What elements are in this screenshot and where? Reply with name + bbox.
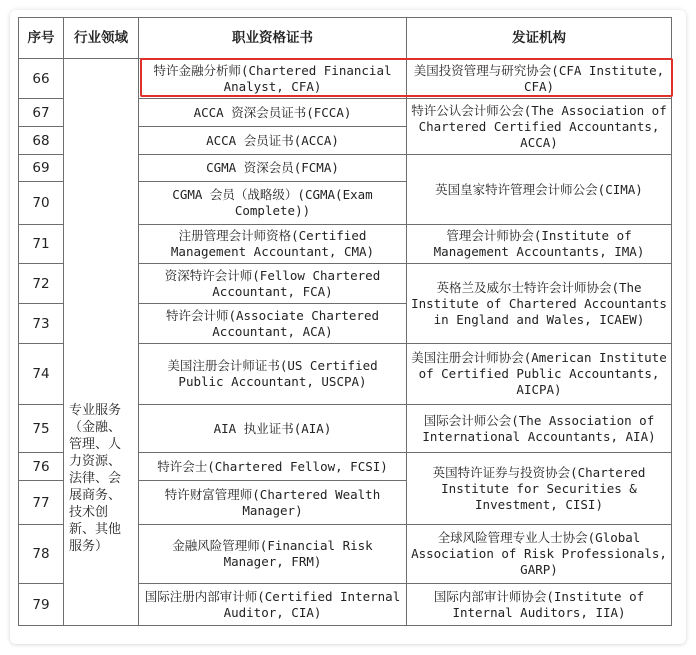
- table-row: [19, 59, 672, 99]
- certificate-cell: 美国注册会计师证书(US Certified Public Accountant, USCPA): [139, 344, 407, 405]
- certificate-cell: 特许财富管理师(Chartered Wealth Manager): [139, 481, 407, 525]
- certificate-cell: ACCA 会员证书(ACCA): [139, 127, 407, 155]
- issuer-cell: 全球风险管理专业人士协会(Global Association of Risk Professionals, GARP): [407, 525, 672, 584]
- row-number: 72: [19, 264, 64, 304]
- issuer-cell: 特许公认会计师公会(The Association of Chartered Certified Accountants, ACCA): [407, 99, 672, 155]
- row-number: 73: [19, 304, 64, 344]
- certificate-cell: 资深特许会计师(Fellow Chartered Accountant, FCA): [139, 264, 407, 304]
- issuer-cell: 美国注册会计师协会(American Institute of Certified Public Accountants, AICPA): [407, 344, 672, 405]
- certificate-cell: CGMA 资深会员(FCMA): [139, 155, 407, 182]
- certificate-cell: 注册管理会计师资格(Certified Management Accountant, CMA): [139, 225, 407, 264]
- header-no: 序号: [19, 18, 64, 59]
- row-number: 71: [19, 225, 64, 264]
- row-number: 76: [19, 453, 64, 481]
- issuer-cell: 管理会计师协会(Institute of Management Accountants, IMA): [407, 225, 672, 264]
- certificate-cell: ACCA 资深会员证书(FCCA): [139, 99, 407, 127]
- industry-cell: 专业服务（金融、管理、人力资源、法律、会展商务、技术创新、其他服务）: [64, 59, 139, 626]
- issuer-cell: 英格兰及威尔士特许会计师协会(The Institute of Chartered Accountants in England and Wales, ICAEW): [407, 264, 672, 344]
- row-number: 68: [19, 127, 64, 155]
- certificate-cell: 特许会士(Chartered Fellow, FCSI): [139, 453, 407, 481]
- header-issuer: 发证机构: [407, 18, 672, 59]
- header-certificate: 职业资格证书: [139, 18, 407, 59]
- certificate-cell: 国际注册内部审计师(Certified Internal Auditor, CIA): [139, 584, 407, 626]
- row-number: 69: [19, 155, 64, 182]
- issuer-cell: 国际内部审计师协会(Institute of Internal Auditors, IIA): [407, 584, 672, 626]
- issuer-cell: 英国特许证券与投资协会(Chartered Institute for Securities & Investment, CISI): [407, 453, 672, 525]
- row-number: 79: [19, 584, 64, 626]
- row-number: 78: [19, 525, 64, 584]
- certificate-table: [18, 17, 672, 626]
- certificate-cell: 特许金融分析师(Chartered Financial Analyst, CFA): [139, 59, 407, 99]
- certificate-cell: AIA 执业证书(AIA): [139, 405, 407, 453]
- row-number: 75: [19, 405, 64, 453]
- row-number: 74: [19, 344, 64, 405]
- issuer-cell: 国际会计师公会(The Association of International Accountants, AIA): [407, 405, 672, 453]
- header-industry: 行业领域: [64, 18, 139, 59]
- row-number: 66: [19, 59, 64, 99]
- row-number: 77: [19, 481, 64, 525]
- issuer-cell: 美国投资管理与研究协会(CFA Institute, CFA): [407, 59, 672, 99]
- issuer-cell: 英国皇家特许管理会计师公会(CIMA): [407, 155, 672, 225]
- certificate-cell: CGMA 会员（战略级）(CGMA(Exam Complete)): [139, 182, 407, 225]
- row-number: 67: [19, 99, 64, 127]
- row-number: 70: [19, 182, 64, 225]
- certificate-cell: 金融风险管理师(Financial Risk Manager, FRM): [139, 525, 407, 584]
- table-header-row: [19, 18, 672, 59]
- certificate-cell: 特许会计师(Associate Chartered Accountant, ACA): [139, 304, 407, 344]
